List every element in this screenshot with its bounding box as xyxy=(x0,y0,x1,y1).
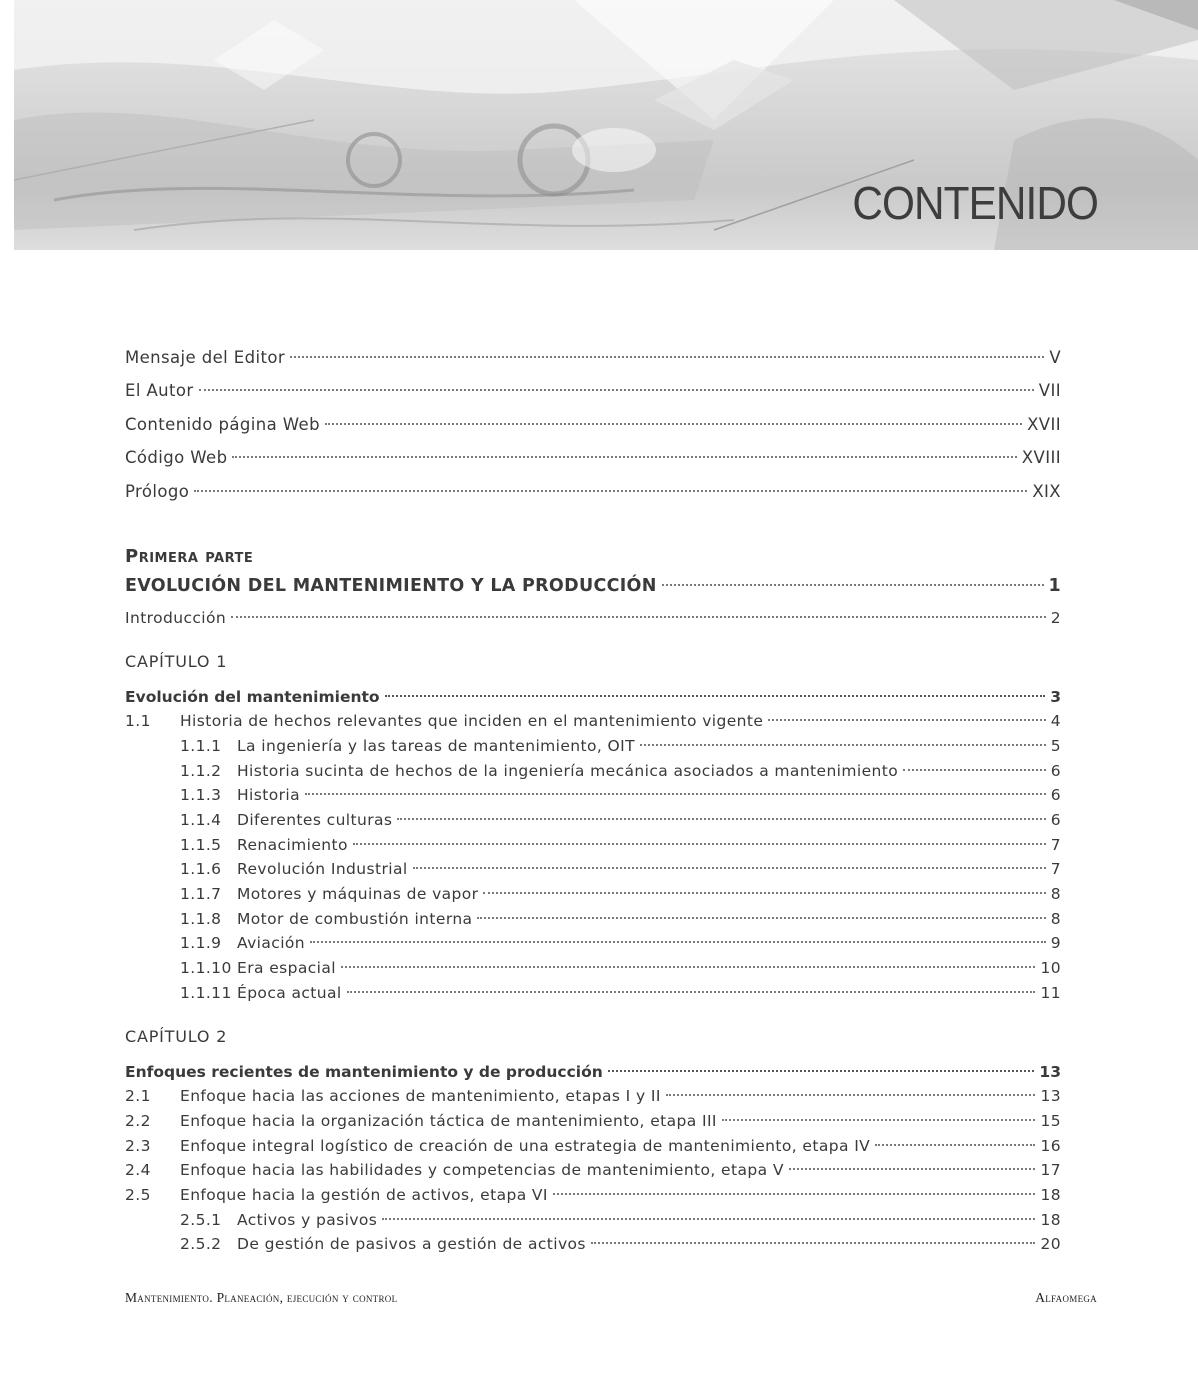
toc-entry-label: Enfoque hacia las habilidades y competencias de mantenimiento, etapa V xyxy=(180,1161,787,1179)
dot-leader xyxy=(353,824,1046,845)
page-title: CONTENIDO xyxy=(852,177,1098,229)
dot-leader xyxy=(347,972,1036,993)
footer-publisher: Alfaomega xyxy=(1035,1290,1097,1305)
dot-leader xyxy=(591,1224,1036,1245)
dot-leader xyxy=(666,1076,1036,1097)
toc-entry-page: 7 xyxy=(1050,835,1061,854)
toc-entry-page: 20 xyxy=(1040,1235,1061,1254)
toc-entry-page: 18 xyxy=(1040,1186,1061,1205)
toc-entry-number: 2.2 xyxy=(125,1111,151,1130)
toc-entry-number: 2.5.2 xyxy=(180,1235,222,1254)
toc-entry-page: XVIII xyxy=(1021,448,1061,468)
dot-leader xyxy=(662,563,1044,586)
dot-leader xyxy=(875,1125,1035,1146)
toc-entry-label: Activos y pasivos xyxy=(237,1211,380,1229)
toc-entry-number: 1.1.4 xyxy=(180,811,222,830)
toc-entry-page: 6 xyxy=(1050,761,1061,780)
toc-entry-number: 1.1.2 xyxy=(180,761,222,780)
part-label-text: Primera parte xyxy=(125,546,254,567)
dot-leader xyxy=(483,874,1045,895)
toc-entry-label: El Autor xyxy=(125,381,197,400)
chapter-title: Evolución del mantenimiento xyxy=(125,688,383,706)
dot-leader xyxy=(903,750,1046,771)
toc-entry-page: 8 xyxy=(1050,885,1061,904)
toc-entry-number: 1.1.3 xyxy=(180,786,222,805)
toc-entry-number: 2.5.1 xyxy=(180,1210,222,1229)
toc-entry-label: Historia sucinta de hechos de la ingeniería mecánica asociados a mantenimiento xyxy=(237,762,901,780)
part-title: EVOLUCIÓN DEL MANTENIMIENTO Y LA PRODUCCIÓN xyxy=(125,576,660,596)
part-one-section xyxy=(125,546,1061,627)
toc-entry-label: Diferentes culturas xyxy=(237,811,395,829)
toc-entry-label: Código Web xyxy=(125,448,230,467)
toc-entry-page: 9 xyxy=(1050,934,1061,953)
dot-leader xyxy=(199,370,1034,392)
toc-entry-page: 2 xyxy=(1050,608,1061,627)
chapter-title: Enfoques recientes de mantenimiento y de producción xyxy=(125,1063,606,1081)
toc-entry-number: 1.1.8 xyxy=(180,909,222,928)
toc-entry-page: 17 xyxy=(1040,1161,1061,1180)
toc-entry-number: 2.4 xyxy=(125,1161,151,1180)
toc-entry-number: 1.1.1 xyxy=(180,736,222,755)
toc-entry[interactable] xyxy=(125,602,1061,627)
toc-entry-label: Renacimiento xyxy=(237,836,351,854)
dot-leader xyxy=(477,898,1045,919)
dot-leader xyxy=(232,437,1016,459)
toc-entry-page: 18 xyxy=(1040,1210,1061,1229)
toc-entry-number: 1.1.9 xyxy=(180,934,222,953)
toc-entry-page: XVII xyxy=(1027,414,1061,434)
dot-leader xyxy=(789,1150,1036,1171)
toc-entry-page: 4 xyxy=(1050,712,1061,731)
dot-leader xyxy=(385,676,1046,697)
toc-entry-label: Mensaje del Editor xyxy=(125,348,288,367)
toc-entry-label: Motor de combustión interna xyxy=(237,910,475,928)
toc-entry-page: 8 xyxy=(1050,909,1061,928)
toc-entry-label: Prólogo xyxy=(125,482,192,501)
dot-leader xyxy=(194,470,1027,492)
dot-leader xyxy=(305,775,1046,796)
dot-leader xyxy=(325,403,1022,425)
toc-entry-label: Aviación xyxy=(237,934,308,952)
toc-entry-label: La ingeniería y las tareas de mantenimiento, OIT xyxy=(237,737,638,755)
chapter-one-section xyxy=(125,643,1061,1002)
dot-leader xyxy=(768,701,1045,722)
toc-entry-number: 1.1.5 xyxy=(180,835,222,854)
dot-leader xyxy=(640,725,1046,746)
dot-leader xyxy=(310,923,1046,944)
toc-entry-number: 2.5 xyxy=(125,1186,151,1205)
toc-entry-label: Historia de hechos relevantes que inciden en el mantenimiento vigente xyxy=(180,712,766,730)
front-matter-list xyxy=(125,341,1061,509)
part-title-page: 1 xyxy=(1048,576,1061,596)
chapter-two-section xyxy=(125,1018,1061,1254)
toc-entry-page: 10 xyxy=(1040,959,1061,978)
chapter-label: CAPÍTULO 2 xyxy=(125,1027,228,1046)
toc-entry-label: Historia xyxy=(237,786,303,804)
toc-entry-number: 1.1.10 xyxy=(180,959,232,978)
toc-entry-label: Revolución Industrial xyxy=(237,860,411,878)
toc-entry-number: 1.1 xyxy=(125,712,151,731)
toc-entry-label: Motores y máquinas de vapor xyxy=(237,885,481,903)
chapter-label: CAPÍTULO 1 xyxy=(125,652,228,671)
dot-leader xyxy=(382,1199,1035,1220)
footer-book-title: Mantenimiento. Planeación, ejecución y control xyxy=(125,1290,398,1305)
toc-entry-page: 15 xyxy=(1040,1111,1061,1130)
dot-leader xyxy=(341,948,1035,969)
dot-leader xyxy=(553,1174,1036,1195)
toc-entry-number: 1.1.7 xyxy=(180,885,222,904)
toc-entry-number: 2.3 xyxy=(125,1136,151,1155)
toc-entry-page: 16 xyxy=(1040,1136,1061,1155)
header-banner xyxy=(14,0,1198,250)
chapter-title-page: 13 xyxy=(1039,1062,1061,1081)
chapter-one-entries xyxy=(125,706,1061,1002)
toc-entry-label: Enfoque hacia la organización táctica de mantenimiento, etapa III xyxy=(180,1112,720,1130)
dot-leader xyxy=(397,799,1045,820)
toc-entry-page: V xyxy=(1049,347,1061,367)
toc-entry-page: VII xyxy=(1038,381,1061,401)
toc-entry-label: Enfoque hacia las acciones de mantenimiento, etapas I y II xyxy=(180,1087,664,1105)
toc-entry-page: 5 xyxy=(1050,736,1061,755)
toc-entry-number: 2.1 xyxy=(125,1087,151,1106)
chapter-two-entries xyxy=(125,1081,1061,1254)
toc-entry[interactable] xyxy=(125,977,1061,1002)
toc-entry-page: 6 xyxy=(1050,786,1061,805)
toc-entry-label: Contenido página Web xyxy=(125,415,323,434)
toc-entry-label: Época actual xyxy=(237,984,345,1002)
chapter-title-page: 3 xyxy=(1050,687,1061,706)
toc-entry-page: 13 xyxy=(1040,1087,1061,1106)
dot-leader xyxy=(231,597,1046,618)
dot-leader xyxy=(413,849,1046,870)
toc-entry-number: 1.1.6 xyxy=(180,860,222,879)
toc-entry[interactable] xyxy=(125,1229,1061,1254)
toc-entry-page: XIX xyxy=(1032,481,1061,501)
toc-entry-label: Era espacial xyxy=(237,959,339,977)
toc-entry-label: Enfoque hacia la gestión de activos, etapa VI xyxy=(180,1186,551,1204)
toc-entry-page: 11 xyxy=(1040,983,1061,1002)
toc-entry-number: 1.1.11 xyxy=(180,983,232,1002)
toc-entry[interactable] xyxy=(125,475,1061,509)
dot-leader xyxy=(722,1100,1036,1121)
toc-entry-page: 7 xyxy=(1050,860,1061,879)
dot-leader xyxy=(290,336,1044,358)
toc-entry-page: 6 xyxy=(1050,811,1061,830)
toc-entry-label: De gestión de pasivos a gestión de activos xyxy=(237,1235,589,1253)
toc-entry-label: Introducción xyxy=(125,609,229,627)
toc-entry-label: Enfoque integral logístico de creación de una estrategia de mantenimiento, etapa IV xyxy=(180,1137,873,1155)
dot-leader xyxy=(608,1051,1035,1072)
